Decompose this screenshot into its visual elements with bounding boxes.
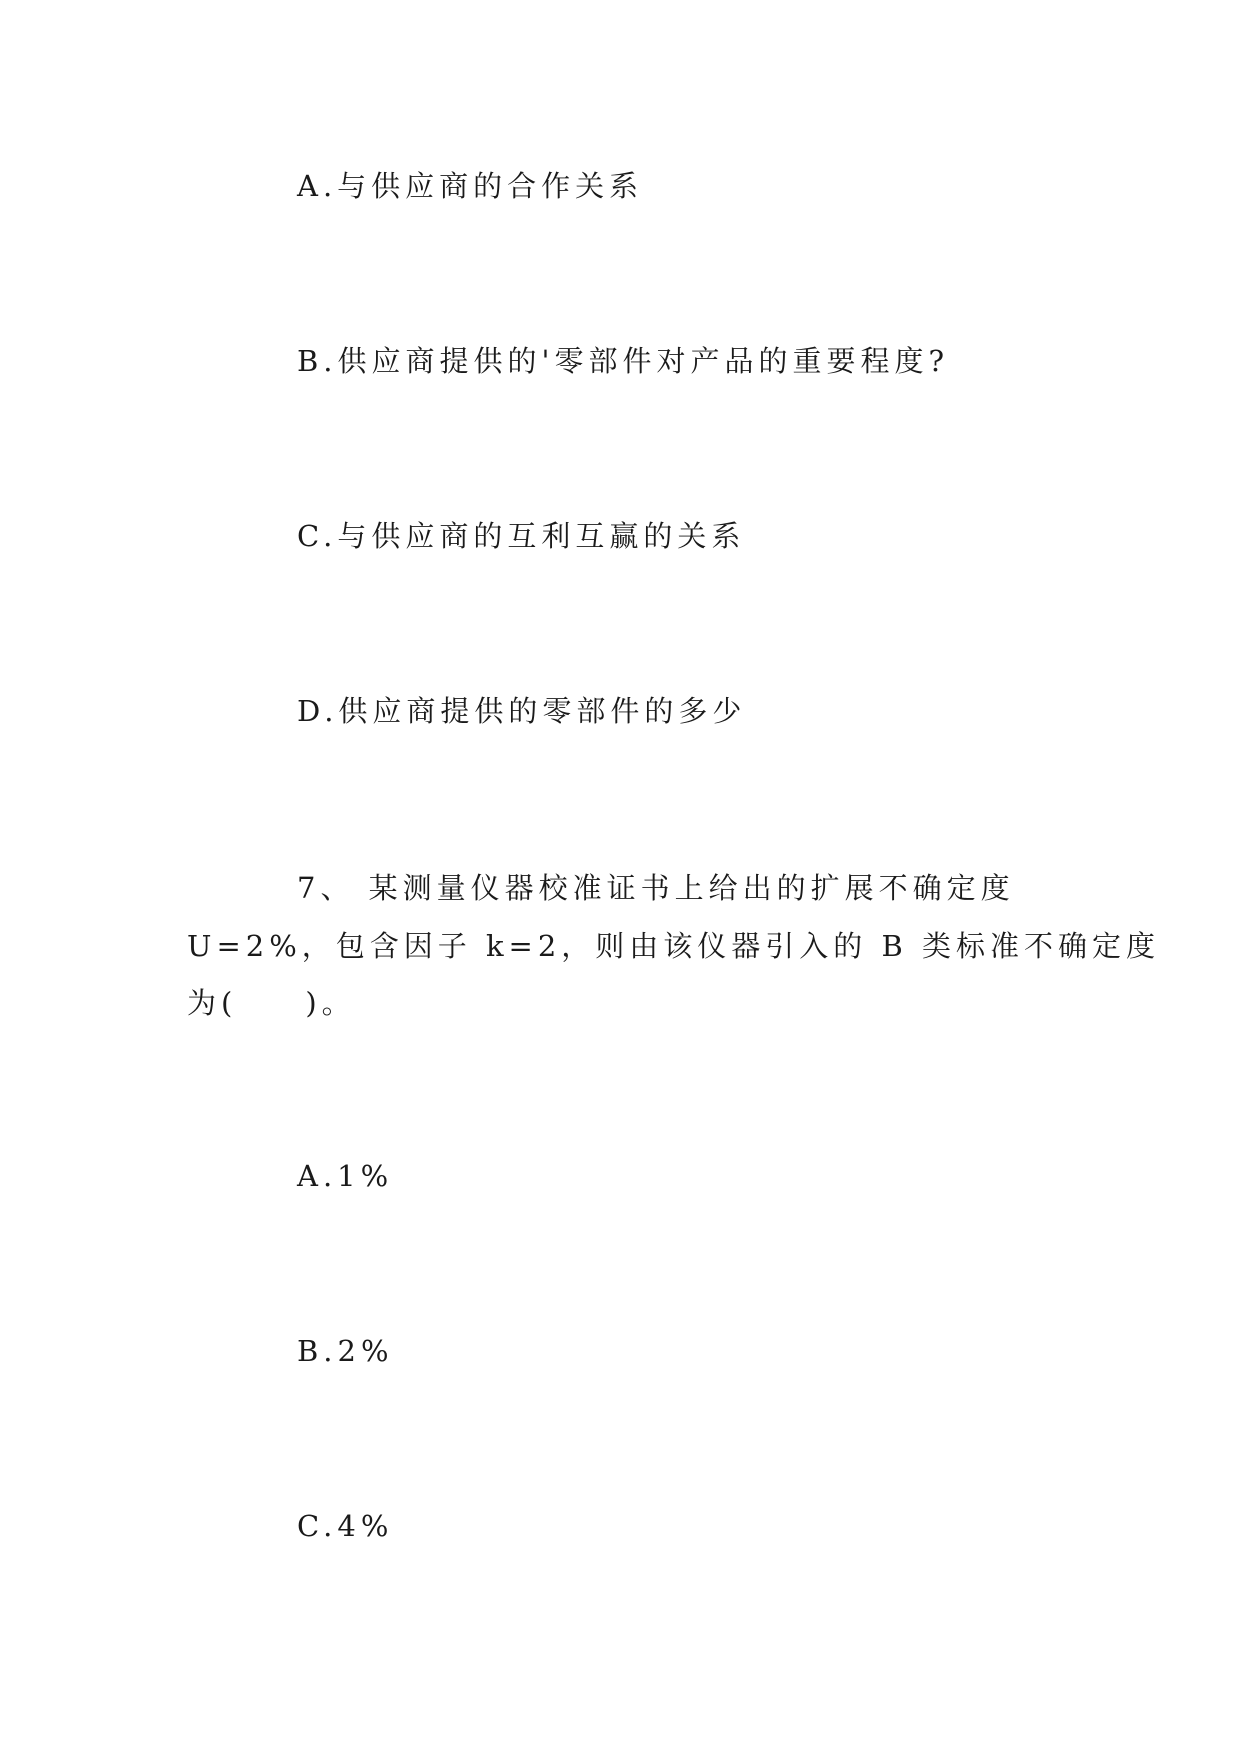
question-7-stem-line-1: 7、 某测量仪器校准证书上给出的扩展不确定度 (297, 871, 1015, 905)
question-7-option-a: A.1% (297, 1159, 394, 1193)
question-6-option-d: D.供应商提供的零部件的多少 (297, 694, 747, 728)
question-7-stem-line-2: U=2%，包含因子 k=2，则由该仪器引入的 B 类标准不确定度 (187, 929, 1161, 963)
question-7-stem-line-3: 为( )。 (187, 986, 356, 1020)
question-6-option-c: C.与供应商的互利互赢的关系 (297, 519, 746, 553)
question-7-option-c: C.4% (297, 1509, 394, 1543)
question-6-option-a: A.与供应商的合作关系 (297, 169, 644, 203)
question-7-option-b: B.2% (297, 1334, 394, 1368)
question-6-option-b: B.供应商提供的'零部件对产品的重要程度? (297, 344, 950, 378)
